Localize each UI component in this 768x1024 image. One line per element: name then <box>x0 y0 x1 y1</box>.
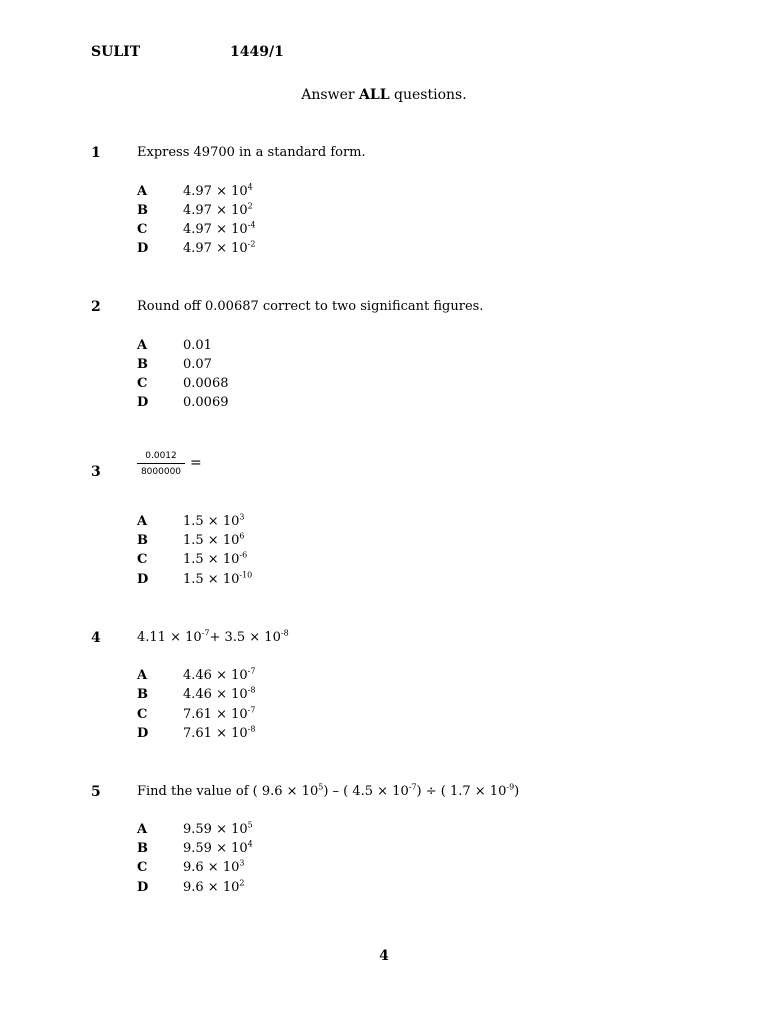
option-letter: A <box>137 514 148 529</box>
question-number: 4 <box>91 630 101 646</box>
option-value: $9.6 \times 10^2$ <box>183 878 245 895</box>
question-number: 1 <box>91 145 101 161</box>
option-value: $9.59 \times 10^5$ <box>183 820 253 837</box>
option-value: $4.97 \times 10^4$ <box>183 182 253 199</box>
question-number: 5 <box>91 784 101 800</box>
header-paper-code: 1449/1 <box>230 44 284 60</box>
page-number: 4 <box>379 948 389 964</box>
instruction-after: questions. <box>389 87 467 103</box>
option-letter: D <box>137 395 149 410</box>
option-letter: B <box>137 687 148 702</box>
option-value: 0.0069 <box>183 395 229 410</box>
option-letter: D <box>137 880 149 895</box>
option-letter: D <box>137 572 149 587</box>
fraction <box>137 451 185 477</box>
option-letter: A <box>137 668 148 683</box>
option-letter: D <box>137 726 149 741</box>
question-number: 3 <box>91 464 101 480</box>
option-value: $4.46 \times 10^{-7}$ <box>183 666 256 683</box>
option-value: 0.07 <box>183 357 212 372</box>
fraction-numerator: 0.0012 <box>137 451 185 464</box>
option-value: $1.5 \times 10^{-10}$ <box>183 570 253 587</box>
header-sulit: SULIT <box>91 44 141 60</box>
option-letter: C <box>137 707 148 722</box>
option-letter: C <box>137 552 148 567</box>
option-letter: B <box>137 841 148 856</box>
option-value: $4.46 \times 10^{-8}$ <box>183 685 256 702</box>
option-letter: A <box>137 822 148 837</box>
option-letter: C <box>137 222 148 237</box>
option-value: $1.5 \times 10^6$ <box>183 531 245 548</box>
question-expression: Find the value of ( $9.6 \times 10^5$) – ( $4.5 \times 10^{-7}$) ÷ ( $1.7 \times 10^{-9}$) <box>137 782 520 799</box>
question-text: Round off 0.00687 correct to two significant figures. <box>137 299 484 314</box>
fraction-denominator: 8000000 <box>140 467 182 477</box>
option-value: $4.97 \times 10^{-4}$ <box>183 220 256 237</box>
option-letter: A <box>137 184 148 199</box>
option-value: $7.61 \times 10^{-7}$ <box>183 705 256 722</box>
option-letter: A <box>137 338 148 353</box>
option-value: $9.6 \times 10^3$ <box>183 858 245 875</box>
question-text: Express 49700 in a standard form. <box>137 145 366 160</box>
option-value: $1.5 \times 10^{-6}$ <box>183 550 248 567</box>
instruction-before: Answer <box>301 87 360 103</box>
option-value: $9.59 \times 10^4$ <box>183 839 253 856</box>
option-letter: B <box>137 203 148 218</box>
option-value: 0.0068 <box>183 376 229 391</box>
option-value: $4.97 \times 10^2$ <box>183 201 253 218</box>
instruction <box>0 87 768 103</box>
question-number: 2 <box>91 299 101 315</box>
option-value: $7.61 \times 10^{-8}$ <box>183 724 256 741</box>
option-letter: C <box>137 860 148 875</box>
instruction-bold: ALL <box>359 87 390 103</box>
option-value: $1.5 \times 10^3$ <box>183 512 245 529</box>
option-value: 0.01 <box>183 338 212 353</box>
option-letter: D <box>137 241 149 256</box>
equals-sign: = <box>190 455 202 471</box>
option-value: $4.97 \times 10^{-2}$ <box>183 239 256 256</box>
option-letter: C <box>137 376 148 391</box>
question-expression: $4.11 \times 10^{-7}+ 3.5 \times 10^{-8}$ <box>137 628 289 645</box>
option-letter: B <box>137 357 148 372</box>
option-letter: B <box>137 533 148 548</box>
